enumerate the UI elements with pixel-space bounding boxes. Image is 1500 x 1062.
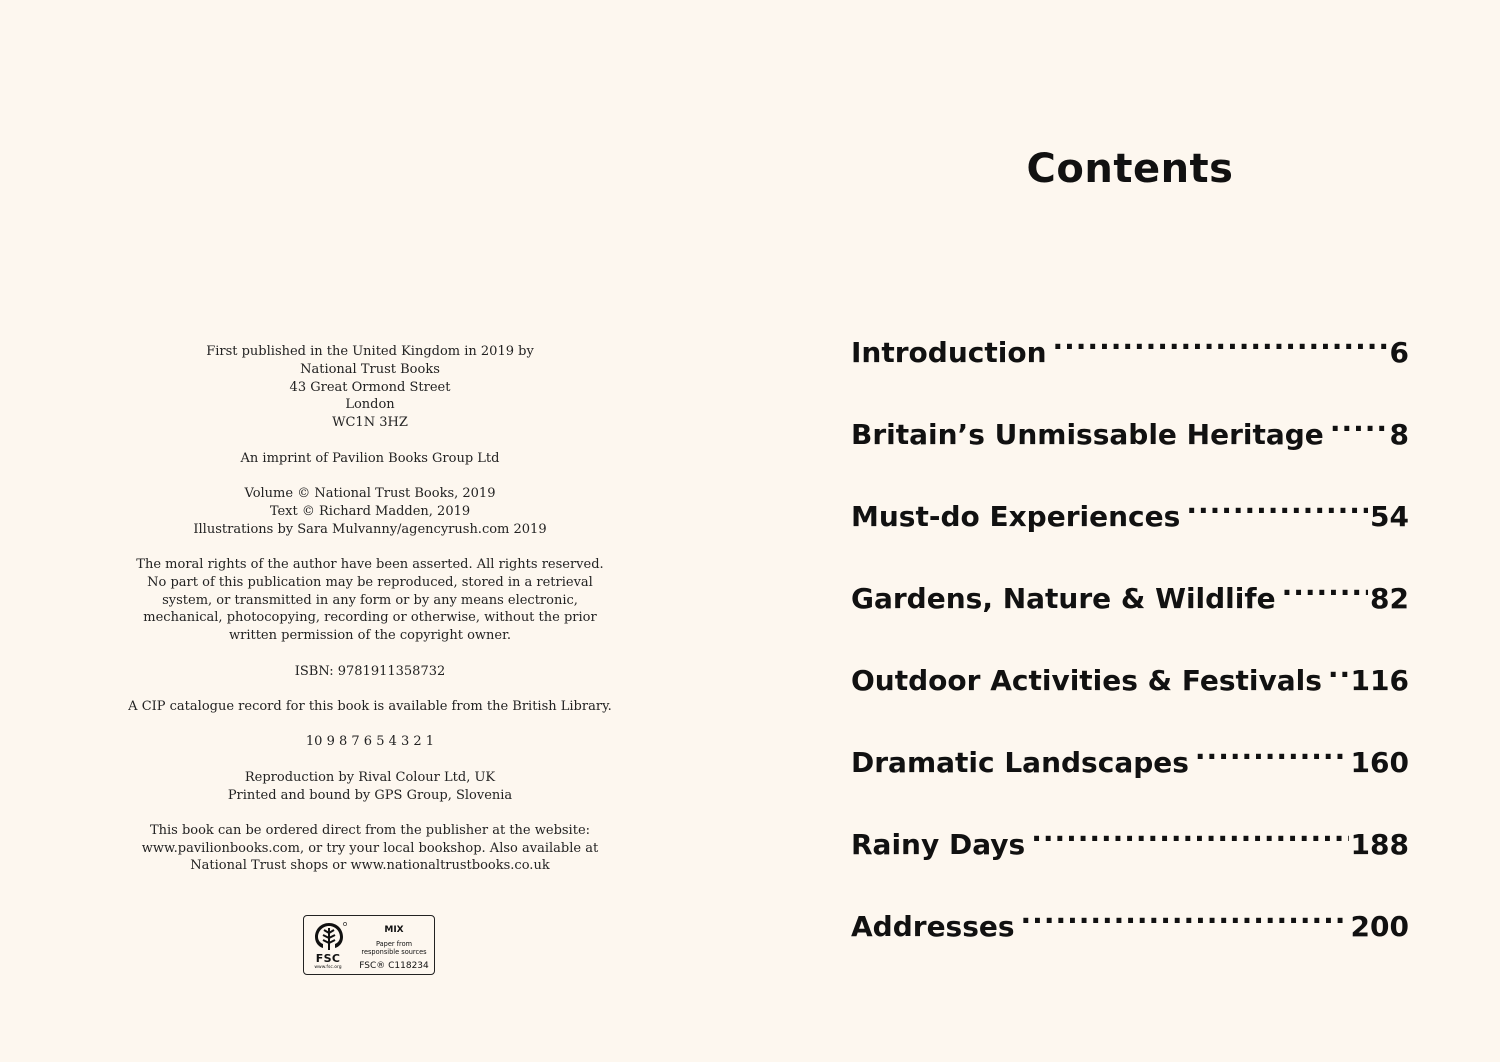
fsc-code: FSC® C118234: [359, 961, 429, 971]
toc-entry-page: 200: [1349, 905, 1409, 949]
rights-line: system, or transmitted in any form or by any means electronic,: [162, 592, 578, 608]
dot-leader: [1031, 810, 1348, 854]
toc-entry-label: Britain’s Unmissable Heritage: [851, 418, 1324, 451]
toc-entry-page: 160: [1349, 741, 1409, 785]
ordering-line: National Trust shops or www.nationaltrustbooks.co.uk: [190, 858, 550, 874]
dot-leader: [1330, 400, 1388, 444]
fsc-mix: MIX: [384, 925, 404, 935]
page-title: Contents: [1026, 146, 1234, 192]
copyright-page: [120, 343, 620, 893]
imprint-block: [120, 450, 620, 468]
ordering-line: This book can be ordered direct from the publisher at the website:: [149, 822, 591, 838]
fsc-brand: FSC: [315, 952, 341, 965]
toc-entry-label: Introduction: [851, 336, 1047, 369]
toc-entry: [851, 810, 1409, 892]
toc-entry-label: Dramatic Landscapes: [851, 746, 1189, 779]
toc-entry: [851, 646, 1409, 728]
table-of-contents: [851, 318, 1409, 974]
publisher-block: [120, 343, 620, 432]
fsc-paper-text: [354, 940, 434, 956]
isbn: ISBN: 9781911358732: [294, 663, 446, 679]
publisher-line: 43 Great Ormond Street: [289, 379, 451, 395]
publisher-line: London: [345, 397, 395, 413]
dot-leader: [1328, 646, 1349, 690]
credit-line: Volume © National Trust Books, 2019: [244, 485, 496, 501]
fsc-paper-line: Paper from: [375, 940, 413, 948]
fsc-paper-line: responsible sources: [361, 948, 427, 956]
toc-entry-page: 116: [1349, 659, 1409, 703]
toc-entry-label: Must-do Experiences: [851, 500, 1181, 533]
toc-entry: [851, 318, 1409, 400]
toc-entry: [851, 482, 1409, 564]
publisher-line: WC1N 3HZ: [332, 415, 408, 431]
imprint-line: An imprint of Pavilion Books Group Ltd: [240, 450, 500, 466]
production-line: Reproduction by Rival Colour Ltd, UK: [244, 769, 496, 785]
rights-block: [120, 556, 620, 645]
dot-leader: [1053, 318, 1388, 362]
production-block: [120, 769, 620, 805]
publisher-line: First published in the United Kingdom in 2019 by: [206, 344, 534, 359]
cip-block: [120, 698, 620, 716]
rights-line: written permission of the copyright owner.: [228, 628, 512, 644]
credit-line: Illustrations by Sara Mulvanny/agencyrush.com 2019: [193, 521, 547, 537]
toc-entry-page: 82: [1368, 577, 1409, 621]
toc-entry-page: 6: [1388, 331, 1409, 375]
credit-line: Text © Richard Madden, 2019: [269, 503, 471, 519]
toc-entry-label: Rainy Days: [851, 828, 1026, 861]
toc-entry-label: Gardens, Nature & Wildlife: [851, 582, 1276, 615]
toc-entry: [851, 728, 1409, 810]
toc-entry-page: 8: [1388, 413, 1409, 457]
toc-entry-label: Addresses: [851, 910, 1015, 943]
rights-line: mechanical, photocopying, recording or otherwise, without the prior: [143, 610, 597, 626]
isbn-block: [120, 663, 620, 681]
rights-line: The moral rights of the author have been asserted. All rights reserved.: [136, 556, 604, 572]
toc-entry-page: 54: [1368, 495, 1409, 539]
ordering-line: www.pavilionbooks.com, or try your local bookshop. Also available at: [141, 840, 599, 856]
dot-leader: [1021, 892, 1349, 936]
rights-line: No part of this publication may be reproduced, stored in a retrieval: [147, 574, 593, 590]
toc-entry-label: Outdoor Activities & Festivals: [851, 664, 1322, 697]
dot-leader: [1186, 482, 1368, 526]
print-line: 10 9 8 7 6 5 4 3 2 1: [305, 734, 435, 750]
dot-leader: [1282, 564, 1368, 608]
print-line-block: [120, 733, 620, 751]
fsc-logo: [303, 915, 435, 975]
publisher-line: National Trust Books: [300, 361, 440, 377]
cip-record: A CIP catalogue record for this book is available from the British Library.: [128, 698, 612, 714]
toc-entry: [851, 892, 1409, 974]
fsc-url: www.fsc.org: [314, 965, 342, 970]
toc-entry: [851, 400, 1409, 482]
dot-leader: [1195, 728, 1349, 772]
production-line: Printed and bound by GPS Group, Slovenia: [227, 787, 513, 803]
toc-entry: [851, 564, 1409, 646]
ordering-block: [120, 822, 620, 875]
credits-block: [120, 485, 620, 538]
toc-entry-page: 188: [1349, 823, 1409, 867]
